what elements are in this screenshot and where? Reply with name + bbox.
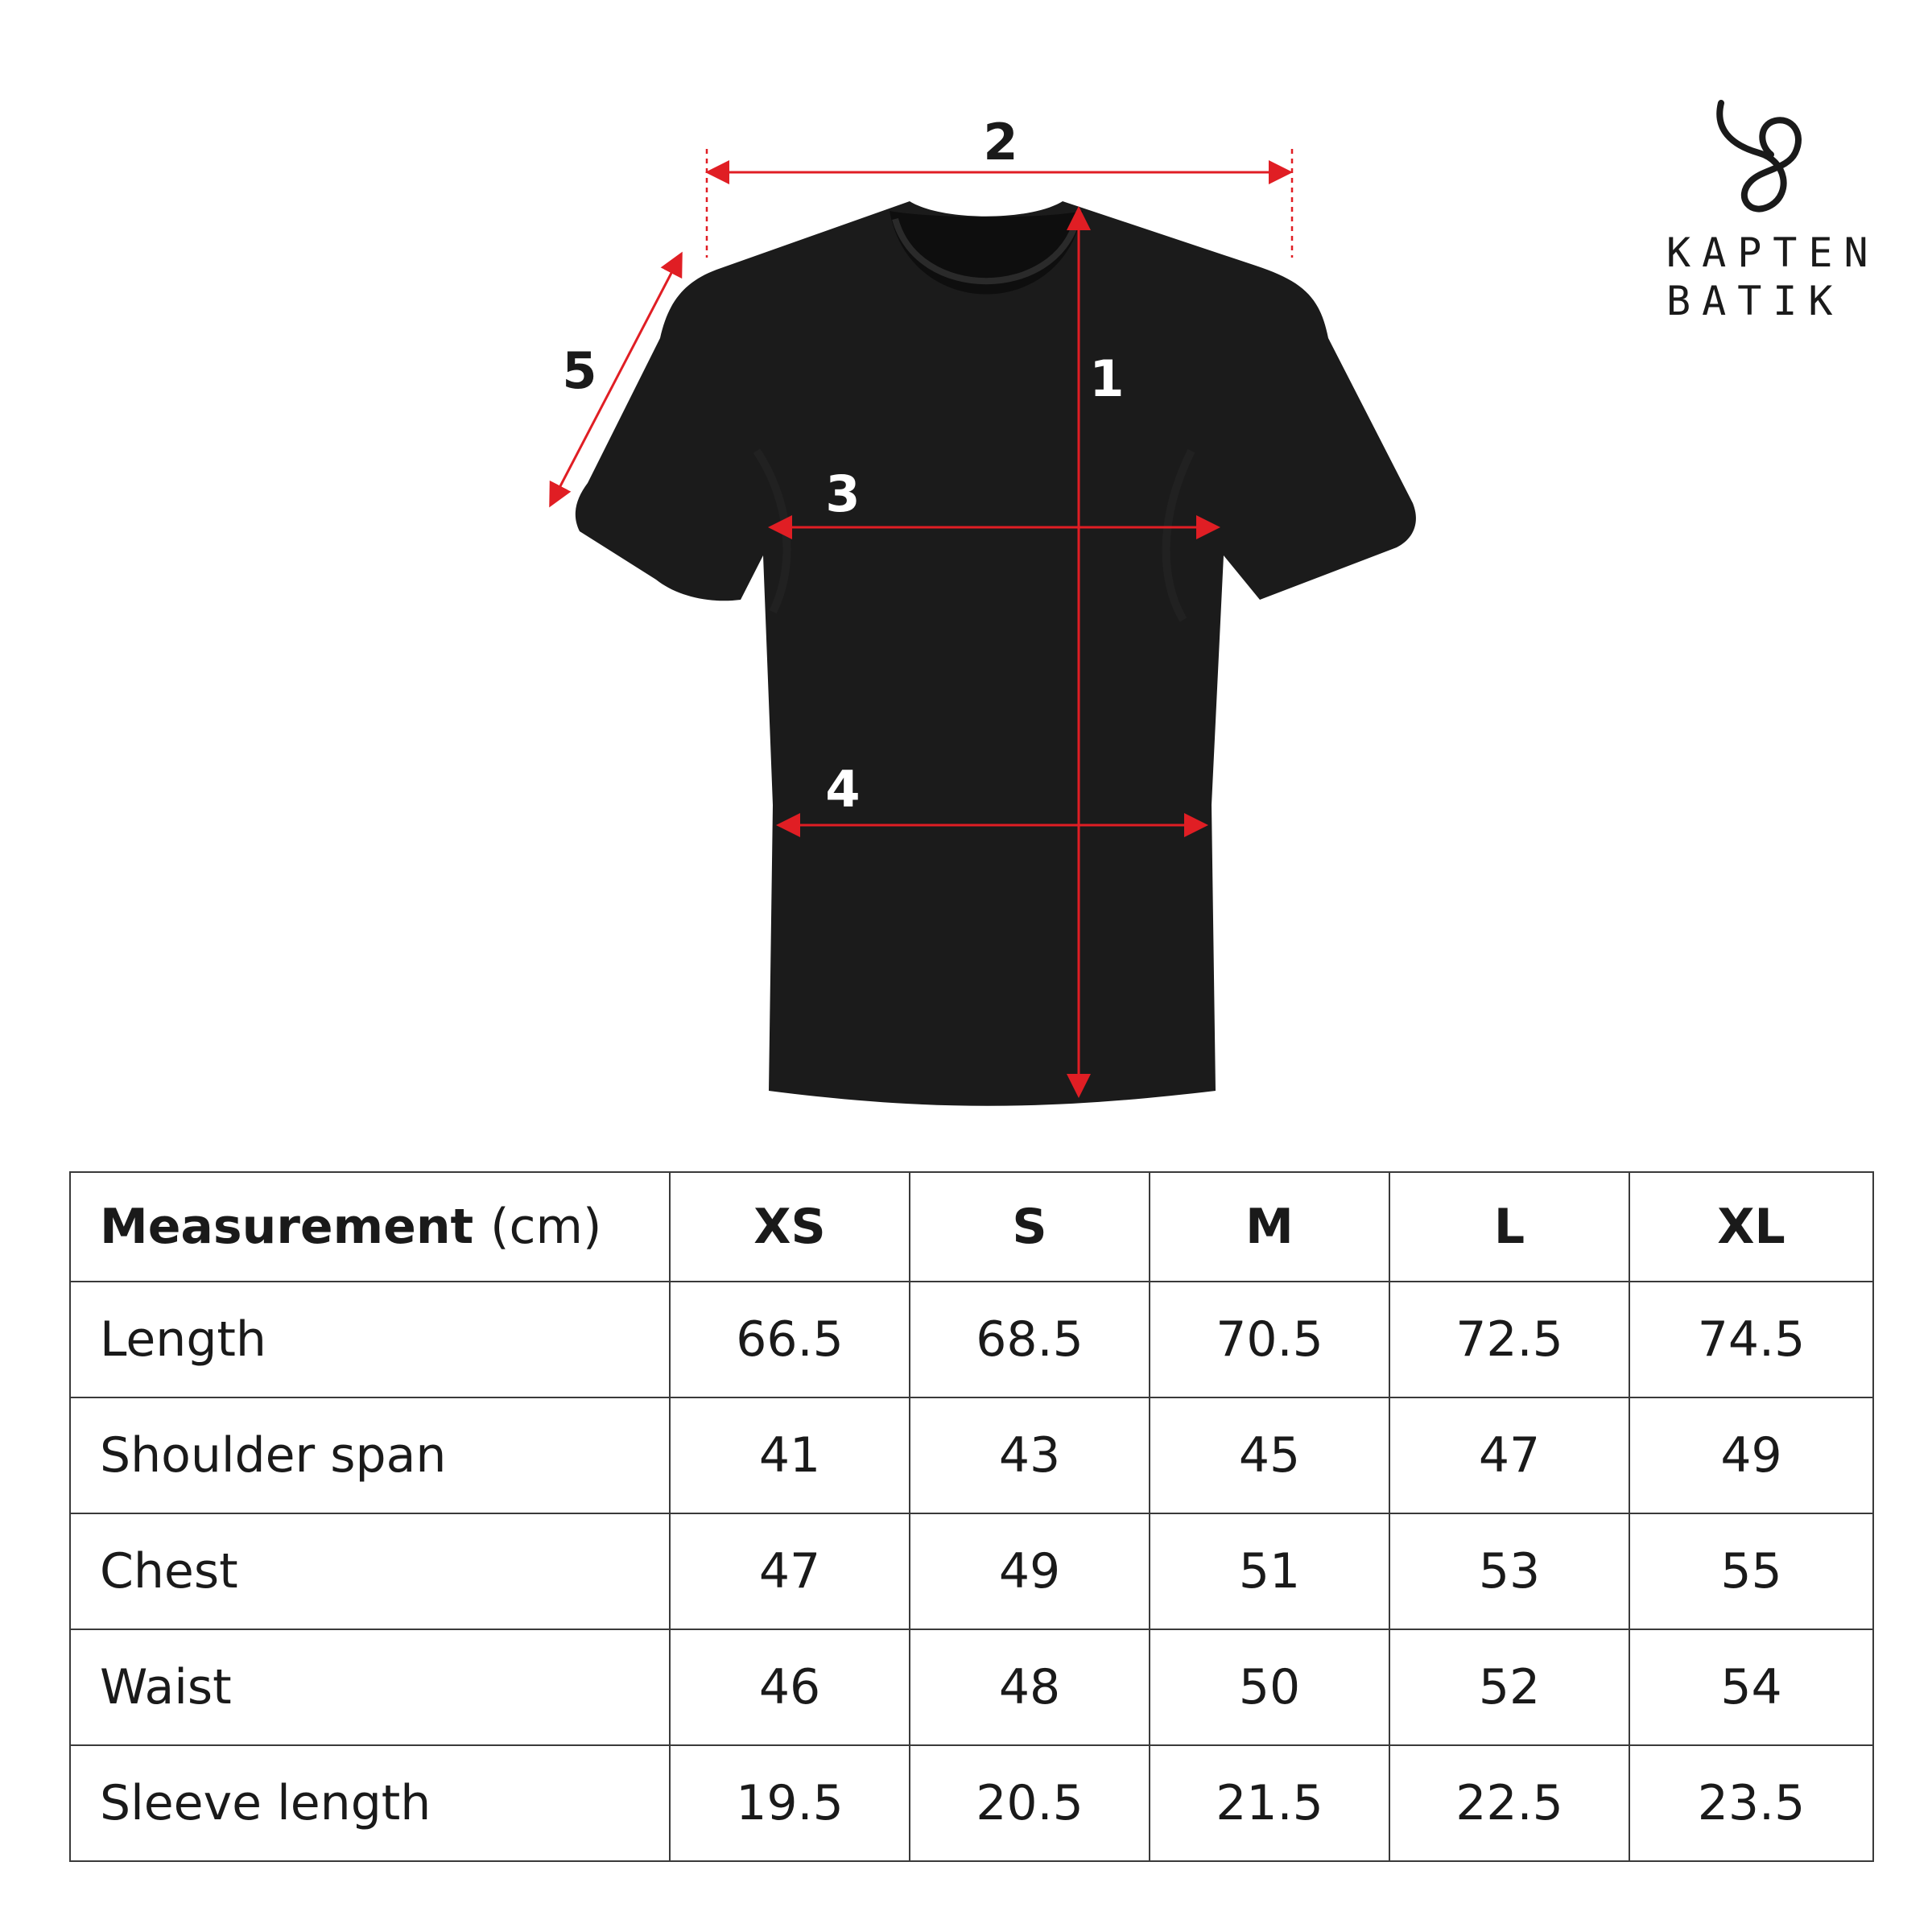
marker-2-label: 2: [983, 113, 1018, 171]
table-cell: 45: [1150, 1397, 1389, 1513]
size-chart-table: [69, 1171, 1874, 1862]
table-cell: 19.5: [670, 1745, 910, 1861]
table-cell: 49: [1629, 1397, 1873, 1513]
table-cell: 23.5: [1629, 1745, 1873, 1861]
marker-3-label: 3: [825, 464, 861, 523]
marker-5-label: 5: [562, 341, 597, 400]
table-cell: 46: [670, 1629, 910, 1745]
table-row: [70, 1745, 1873, 1861]
row-label: Length: [70, 1282, 670, 1397]
tshirt-shape: [576, 201, 1416, 1106]
size-header-s: S: [910, 1172, 1150, 1282]
size-header-m: M: [1150, 1172, 1389, 1282]
table-cell: 41: [670, 1397, 910, 1513]
table-row: [70, 1629, 1873, 1745]
table-row: [70, 1397, 1873, 1513]
brand-logo: [1666, 97, 1880, 338]
table-cell: 53: [1389, 1513, 1629, 1629]
table-cell: 70.5: [1150, 1282, 1389, 1397]
table-cell: 68.5: [910, 1282, 1150, 1397]
table-row: [70, 1513, 1873, 1629]
brand-name-line1: KAPTEN: [1666, 229, 1880, 276]
row-label: Sleeve length: [70, 1745, 670, 1861]
size-header-xl: XL: [1629, 1172, 1873, 1282]
table-cell: 52: [1389, 1629, 1629, 1745]
table-cell: 49: [910, 1513, 1150, 1629]
kb-monogram-icon: [1715, 97, 1811, 217]
measurement-header: [70, 1172, 670, 1282]
measurement-unit: (cm): [490, 1199, 602, 1255]
row-label: Chest: [70, 1513, 670, 1629]
brand-name-line2: BATIK: [1666, 278, 1844, 324]
table-cell: 22.5: [1389, 1745, 1629, 1861]
table-cell: 47: [1389, 1397, 1629, 1513]
table-cell: 48: [910, 1629, 1150, 1745]
table-cell: 74.5: [1629, 1282, 1873, 1397]
row-label: Waist: [70, 1629, 670, 1745]
table-cell: 21.5: [1150, 1745, 1389, 1861]
table-cell: 55: [1629, 1513, 1873, 1629]
size-header-l: L: [1389, 1172, 1629, 1282]
marker-1-label: 1: [1089, 349, 1125, 408]
row-label: Shoulder span: [70, 1397, 670, 1513]
table-cell: 47: [670, 1513, 910, 1629]
table-cell: 43: [910, 1397, 1150, 1513]
table-row: [70, 1282, 1873, 1397]
table-cell: 50: [1150, 1629, 1389, 1745]
table-header-row: [70, 1172, 1873, 1282]
table-cell: 72.5: [1389, 1282, 1629, 1397]
table-cell: 54: [1629, 1629, 1873, 1745]
table-cell: 20.5: [910, 1745, 1150, 1861]
measurement-header-label: Measurement: [100, 1199, 474, 1255]
table-cell: 51: [1150, 1513, 1389, 1629]
size-header-xs: XS: [670, 1172, 910, 1282]
marker-4-label: 4: [825, 760, 861, 819]
table-cell: 66.5: [670, 1282, 910, 1397]
